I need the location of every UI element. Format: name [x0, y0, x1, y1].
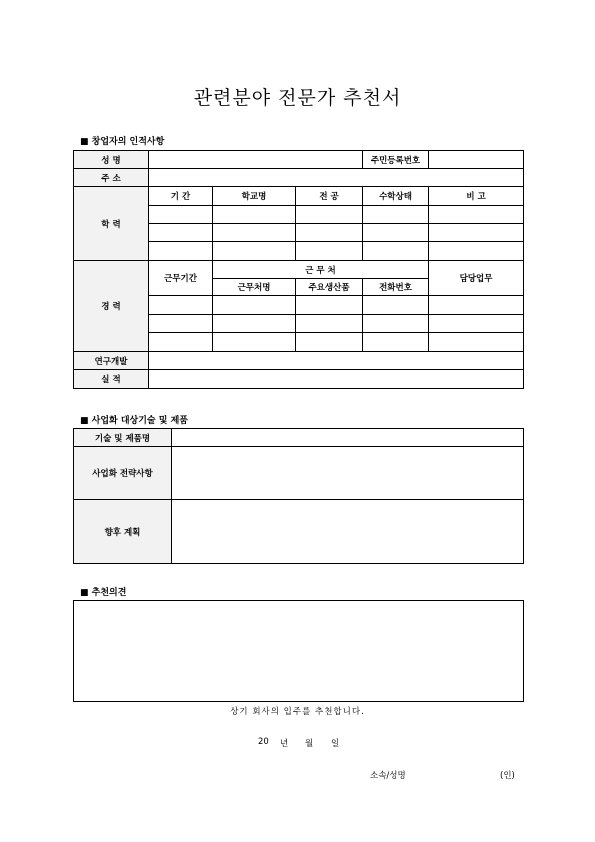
date-year-unit: 년 [280, 739, 289, 749]
results-field[interactable] [149, 370, 524, 389]
section-heading-opinion: ■ 추천의견 [80, 588, 127, 598]
founder-info-table [73, 150, 524, 389]
recommendation-statement: 상기 회사의 입주를 추천합니다. [230, 707, 365, 717]
career-label: 경 력 [74, 261, 149, 352]
address-label: 주 소 [74, 169, 149, 187]
edu-col-major: 전 공 [296, 187, 363, 206]
career-col-workplace: 근 무 처 [213, 261, 429, 279]
career-col-period: 근무기간 [149, 261, 213, 296]
career-col-duty: 담당업무 [429, 261, 524, 296]
tech-name-field[interactable] [172, 429, 524, 447]
results-label: 실 적 [74, 370, 149, 389]
career-col-product: 주요생산품 [296, 279, 363, 296]
edu-col-school: 학교명 [213, 187, 296, 206]
name-label: 성 명 [74, 151, 149, 169]
opinion-box[interactable] [73, 600, 524, 702]
address-field[interactable] [149, 169, 524, 187]
education-label: 학 력 [74, 187, 149, 261]
affiliation-name-label: 소속/성명 [370, 771, 406, 781]
date-day-unit: 일 [331, 739, 340, 749]
career-col-company: 근무처명 [213, 279, 296, 296]
strategy-field[interactable] [172, 447, 524, 500]
tech-table [73, 428, 524, 564]
rnd-field[interactable] [149, 352, 524, 370]
plan-label: 향후 계획 [74, 500, 172, 564]
section-heading-tech: ■ 사업화 대상기술 및 제품 [80, 416, 188, 426]
plan-field[interactable] [172, 500, 524, 564]
section-heading-founder: ■ 창업자의 인적사항 [80, 137, 165, 147]
seal-mark: (인) [500, 771, 515, 781]
name-field[interactable] [149, 151, 363, 169]
tech-name-label: 기술 및 제품명 [74, 429, 172, 447]
rnd-label: 연구개발 [74, 352, 149, 370]
date-year: 20 [258, 737, 269, 747]
resident-number-label: 주민등록번호 [363, 151, 429, 169]
document-title: 관련분야 전문가 추천서 [193, 87, 402, 109]
edu-col-status: 수학상태 [363, 187, 429, 206]
strategy-label: 사업화 전략사항 [74, 447, 172, 500]
edu-col-remarks: 비 고 [429, 187, 524, 206]
career-col-phone: 전화번호 [363, 279, 429, 296]
resident-number-field[interactable] [429, 151, 524, 169]
date-month-unit: 월 [305, 739, 314, 749]
edu-col-period: 기 간 [149, 187, 213, 206]
